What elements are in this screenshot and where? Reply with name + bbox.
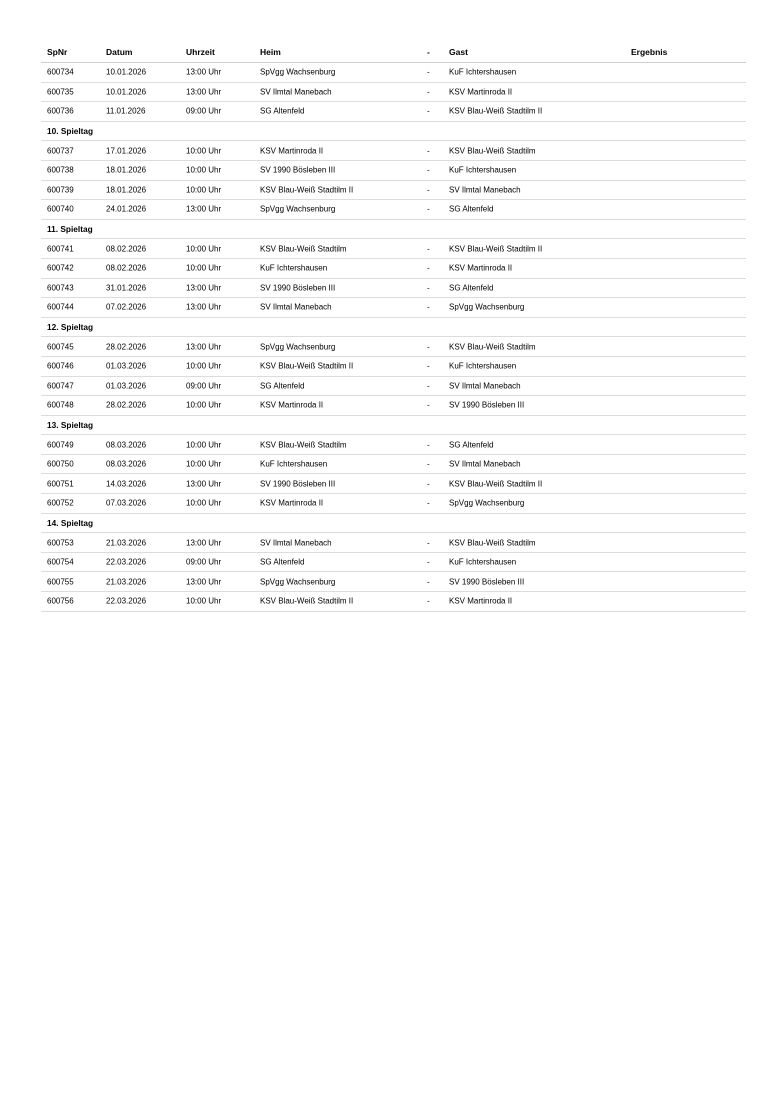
matchday-heading (41, 122, 746, 142)
home-team: SV Ilmtal Manebach (260, 87, 332, 97)
match-number: 600746 (47, 361, 74, 371)
match-number: 600749 (47, 440, 74, 450)
match-number: 600743 (47, 283, 74, 293)
table-row (41, 572, 746, 592)
away-team: SpVgg Wachsenburg (449, 302, 525, 312)
header-spnr: SpNr (47, 47, 68, 57)
match-number: 600738 (47, 165, 74, 175)
separator-dash: - (427, 479, 430, 489)
table-row (41, 181, 746, 201)
match-date: 07.03.2026 (106, 498, 147, 508)
table-row (41, 239, 746, 259)
matchday-label: 11. Spieltag (47, 224, 93, 235)
match-number: 600750 (47, 459, 74, 469)
away-team: KuF Ichtershausen (449, 67, 517, 77)
table-row (41, 63, 746, 83)
table-body (41, 63, 746, 612)
separator-dash: - (427, 263, 430, 273)
table-row (41, 102, 746, 122)
home-team: SpVgg Wachsenburg (260, 204, 336, 214)
separator-dash: - (427, 146, 430, 156)
table-row (41, 83, 746, 103)
table-header (41, 42, 746, 63)
matchday-heading (41, 220, 746, 240)
table-row (41, 435, 746, 455)
match-date: 07.02.2026 (106, 302, 147, 312)
home-team: KSV Martinroda II (260, 498, 324, 508)
header-separator: - (427, 47, 430, 57)
match-number: 600756 (47, 596, 74, 606)
away-team: KuF Ichtershausen (449, 165, 517, 175)
home-team: KSV Martinroda II (260, 400, 324, 410)
away-team: SV Ilmtal Manebach (449, 381, 521, 391)
kickoff-time: 10:00 Uhr (186, 263, 222, 273)
home-team: SG Altenfeld (260, 557, 305, 567)
match-number: 600745 (47, 342, 74, 352)
home-team: SV 1990 Bösleben III (260, 283, 336, 293)
home-team: SpVgg Wachsenburg (260, 67, 336, 77)
home-team: KSV Blau-Weiß Stadtilm II (260, 185, 354, 195)
home-team: SV Ilmtal Manebach (260, 302, 332, 312)
table-row (41, 141, 746, 161)
kickoff-time: 13:00 Uhr (186, 302, 222, 312)
match-date: 01.03.2026 (106, 381, 147, 391)
match-date: 18.01.2026 (106, 185, 147, 195)
separator-dash: - (427, 185, 430, 195)
home-team: KSV Blau-Weiß Stadtilm (260, 244, 347, 254)
home-team: KSV Blau-Weiß Stadtilm (260, 440, 347, 450)
match-number: 600748 (47, 400, 74, 410)
match-number: 600754 (47, 557, 74, 567)
match-number: 600742 (47, 263, 74, 273)
table-row (41, 200, 746, 220)
home-team: SG Altenfeld (260, 106, 305, 116)
matchday-heading (41, 514, 746, 534)
away-team: KSV Blau-Weiß Stadtilm II (449, 479, 543, 489)
table-row (41, 357, 746, 377)
table-row (41, 494, 746, 514)
kickoff-time: 10:00 Uhr (186, 185, 222, 195)
match-date: 21.03.2026 (106, 538, 147, 548)
kickoff-time: 10:00 Uhr (186, 596, 222, 606)
away-team: KSV Martinroda II (449, 263, 513, 273)
kickoff-time: 10:00 Uhr (186, 361, 222, 371)
away-team: KSV Martinroda II (449, 596, 513, 606)
separator-dash: - (427, 106, 430, 116)
match-number: 600752 (47, 498, 74, 508)
away-team: SG Altenfeld (449, 204, 494, 214)
away-team: SV 1990 Bösleben III (449, 400, 525, 410)
matchday-label: 13. Spieltag (47, 419, 94, 430)
match-date: 10.01.2026 (106, 87, 147, 97)
separator-dash: - (427, 165, 430, 175)
table-row (41, 553, 746, 573)
home-team: SG Altenfeld (260, 381, 305, 391)
kickoff-time: 10:00 Uhr (186, 440, 222, 450)
match-date: 01.03.2026 (106, 361, 147, 371)
match-date: 14.03.2026 (106, 479, 147, 489)
separator-dash: - (427, 557, 430, 567)
match-date: 08.03.2026 (106, 459, 147, 469)
match-date: 10.01.2026 (106, 67, 147, 77)
separator-dash: - (427, 67, 430, 77)
match-number: 600741 (47, 244, 74, 254)
away-team: KSV Blau-Weiß Stadtilm (449, 146, 536, 156)
kickoff-time: 09:00 Uhr (186, 557, 222, 567)
table-row (41, 259, 746, 279)
home-team: SpVgg Wachsenburg (260, 577, 336, 587)
match-date: 08.03.2026 (106, 440, 147, 450)
table-row (41, 377, 746, 397)
away-team: KSV Martinroda II (449, 87, 513, 97)
match-date: 28.02.2026 (106, 342, 147, 352)
table-row (41, 533, 746, 553)
table-row (41, 337, 746, 357)
match-number: 600736 (47, 106, 74, 116)
match-number: 600744 (47, 302, 74, 312)
away-team: SG Altenfeld (449, 283, 494, 293)
separator-dash: - (427, 459, 430, 469)
match-date: 21.03.2026 (106, 577, 147, 587)
match-date: 22.03.2026 (106, 557, 147, 567)
separator-dash: - (427, 596, 430, 606)
kickoff-time: 13:00 Uhr (186, 67, 222, 77)
separator-dash: - (427, 87, 430, 97)
kickoff-time: 10:00 Uhr (186, 244, 222, 254)
kickoff-time: 13:00 Uhr (186, 577, 222, 587)
table-row (41, 161, 746, 181)
kickoff-time: 13:00 Uhr (186, 204, 222, 214)
separator-dash: - (427, 302, 430, 312)
separator-dash: - (427, 244, 430, 254)
match-number: 600751 (47, 479, 74, 489)
kickoff-time: 13:00 Uhr (186, 538, 222, 548)
table-row (41, 592, 746, 612)
away-team: SV Ilmtal Manebach (449, 459, 521, 469)
home-team: SpVgg Wachsenburg (260, 342, 336, 352)
home-team: KSV Martinroda II (260, 146, 324, 156)
match-number: 600755 (47, 577, 74, 587)
away-team: KSV Blau-Weiß Stadtilm (449, 538, 536, 548)
away-team: KSV Blau-Weiß Stadtilm II (449, 244, 543, 254)
away-team: KuF Ichtershausen (449, 557, 517, 567)
match-number: 600753 (47, 538, 74, 548)
kickoff-time: 10:00 Uhr (186, 400, 222, 410)
table-row (41, 279, 746, 299)
separator-dash: - (427, 440, 430, 450)
away-team: SpVgg Wachsenburg (449, 498, 525, 508)
away-team: SV 1990 Bösleben III (449, 577, 525, 587)
separator-dash: - (427, 400, 430, 410)
kickoff-time: 13:00 Uhr (186, 479, 222, 489)
kickoff-time: 10:00 Uhr (186, 459, 222, 469)
table-row (41, 455, 746, 475)
match-number: 600737 (47, 146, 74, 156)
match-number: 600747 (47, 381, 74, 391)
separator-dash: - (427, 342, 430, 352)
header-gast: Gast (449, 47, 468, 57)
matchday-label: 10. Spieltag (47, 126, 94, 137)
separator-dash: - (427, 361, 430, 371)
match-number: 600734 (47, 67, 74, 77)
separator-dash: - (427, 283, 430, 293)
header-heim: Heim (260, 47, 281, 57)
kickoff-time: 13:00 Uhr (186, 87, 222, 97)
match-date: 31.01.2026 (106, 283, 147, 293)
separator-dash: - (427, 381, 430, 391)
match-date: 22.03.2026 (106, 596, 147, 606)
header-datum: Datum (106, 47, 133, 57)
away-team: KSV Blau-Weiß Stadtilm (449, 342, 536, 352)
header-uhrzeit: Uhrzeit (186, 47, 215, 57)
match-date: 17.01.2026 (106, 146, 147, 156)
separator-dash: - (427, 538, 430, 548)
kickoff-time: 09:00 Uhr (186, 381, 222, 391)
matchday-heading (41, 318, 746, 338)
match-date: 28.02.2026 (106, 400, 147, 410)
separator-dash: - (427, 498, 430, 508)
match-number: 600740 (47, 204, 74, 214)
match-date: 08.02.2026 (106, 263, 147, 273)
match-date: 08.02.2026 (106, 244, 147, 254)
home-team: SV Ilmtal Manebach (260, 538, 332, 548)
table-row (41, 298, 746, 318)
schedule-table (41, 42, 746, 612)
table-row (41, 396, 746, 416)
kickoff-time: 10:00 Uhr (186, 498, 222, 508)
kickoff-time: 09:00 Uhr (186, 106, 222, 116)
match-date: 24.01.2026 (106, 204, 147, 214)
kickoff-time: 10:00 Uhr (186, 146, 222, 156)
away-team: KSV Blau-Weiß Stadtilm II (449, 106, 543, 116)
separator-dash: - (427, 577, 430, 587)
away-team: SV Ilmtal Manebach (449, 185, 521, 195)
matchday-label: 14. Spieltag (47, 517, 94, 528)
away-team: SG Altenfeld (449, 440, 494, 450)
home-team: SV 1990 Bösleben III (260, 479, 336, 489)
match-date: 11.01.2026 (106, 106, 146, 116)
matchday-heading (41, 416, 746, 436)
home-team: KSV Blau-Weiß Stadtilm II (260, 361, 354, 371)
home-team: KuF Ichtershausen (260, 459, 328, 469)
header-ergebnis: Ergebnis (631, 47, 668, 57)
matchday-label: 12. Spieltag (47, 322, 94, 333)
home-team: SV 1990 Bösleben III (260, 165, 336, 175)
match-number: 600735 (47, 87, 74, 97)
match-number: 600739 (47, 185, 74, 195)
home-team: KuF Ichtershausen (260, 263, 328, 273)
home-team: KSV Blau-Weiß Stadtilm II (260, 596, 354, 606)
match-date: 18.01.2026 (106, 165, 147, 175)
kickoff-time: 10:00 Uhr (186, 165, 222, 175)
kickoff-time: 13:00 Uhr (186, 283, 222, 293)
separator-dash: - (427, 204, 430, 214)
kickoff-time: 13:00 Uhr (186, 342, 222, 352)
away-team: KuF Ichtershausen (449, 361, 517, 371)
table-row (41, 474, 746, 494)
